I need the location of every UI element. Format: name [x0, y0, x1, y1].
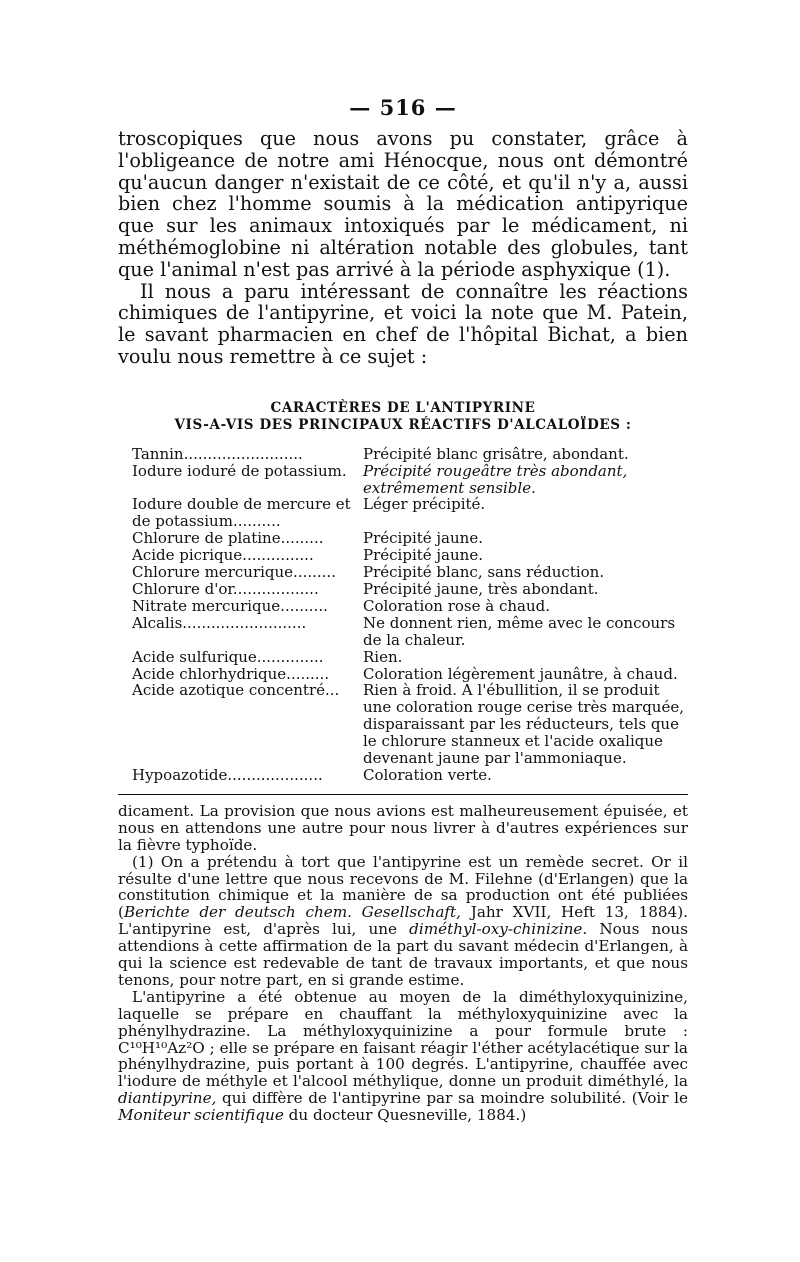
paragraph-patein-note-text: Il nous a paru intéressant de connaître les réactions chimiques de l'antipyrine, et voici la note que M. Patein, le savant pharmacien en chef de l'hôpital Bichat, a bien voulu nous remettre à ce sujet : [118, 279, 688, 368]
paragraph-patein-note [118, 281, 688, 368]
footnote-1-text-c: Nous nous attendions à cette affirmation de la part du savant médecin d'Erlangen, à qui la science est redevable de tant de travaux importants, et que nous tenons, pour notre part, en si grande estime. [118, 920, 688, 989]
book-page [118, 95, 688, 1124]
result-cell: Précipité blanc, sans réduction. [363, 563, 605, 582]
reaction-row [118, 547, 688, 564]
footnote-2-journal: Moniteur scientifique [118, 1106, 284, 1125]
result-cell: Rien. [363, 647, 403, 666]
text-continuation-text: dicament. La provision que nous avions est malheureusement épuisée, et nous en attendons une autre pour nous livrer à d'autres expériences sur la fièvre typhoïde. [118, 801, 688, 854]
footnote-1-text-b: Jahr XVII, Heft 13, 1884). L'antipyrine est, d'après lui, une [118, 903, 688, 939]
result-cell: Précipité jaune, très abondant. [363, 580, 599, 599]
table-subtitle: VIS-A-VIS DES PRINCIPAUX RÉACTIFS D'ALCALOÏDES : [174, 416, 632, 433]
reactions-table-body [118, 446, 688, 784]
reagent-cell: Chlorure d'or.................. [132, 580, 319, 599]
reaction-row [118, 666, 688, 683]
reagent-cell: Acide azotique concentré... [132, 681, 340, 700]
result-cell: Ne donnent rien, même avec le concours de la chaleur. [363, 613, 676, 649]
result-cell: Léger précipité. [363, 495, 486, 514]
result-cell: Rien à froid. A l'ébullition, il se produit une coloration rouge cerise très marquée, disparaissant par les réducteurs, tels que le chlorure stanneux et l'acide oxalique devenant jaune par l'ammoniaque. [363, 681, 684, 768]
reagent-cell: Acide sulfurique.............. [132, 647, 324, 666]
result-cell: Précipité rougeâtre très abondant, extrêmement sensible. [363, 461, 628, 497]
footnote-1-reference: Berichte der deutsch chem. Gesellschaft, [123, 903, 461, 922]
reagent-cell: Acide chlorhydrique......... [132, 664, 330, 683]
reagent-cell: Acide picrique............... [132, 546, 314, 565]
reaction-row [118, 598, 688, 615]
text-continuation [118, 803, 688, 854]
footnote-1-text-a: (1) On a prétendu à tort que l'antipyrine est un remède secret. Or il résulte d'une lettre que nous recevons de M. Filehne (d'Erlangen) que la constitution chimique et la manière de sa production ont été publiées ( [118, 852, 688, 922]
paragraph-asphyxia [118, 128, 688, 281]
footnote-2-text-a: L'antipyrine a été obtenue au moyen de la diméthyloxyquinizine, laquelle se prépare en chauffant la méthyloxyquinizine avec la phénylhydrazine. La méthyloxyquinizine a pour formule brute : C¹⁰H¹⁰Az²O ; elle se prépare en faisant réagir l'éther acétylacétique sur la phénylhydrazine, puis portant à 100 degrés. L'antipyrine, chauffée avec l'iodure de méthyle et l'alcool méthylique, donne un produit diméthylé, la [118, 987, 688, 1091]
footnote-2-term: diantipyrine, [118, 1089, 217, 1108]
footnote-2-text-b: qui diffère de l'antipyrine par sa moindre solubilité. (Voir le [216, 1089, 688, 1108]
reactions-table [118, 446, 688, 784]
reagent-cell: Iodure ioduré de potassium. [132, 461, 347, 480]
reagent-cell: Alcalis.......................... [132, 613, 307, 632]
result-cell: Coloration verte. [363, 765, 492, 784]
page-number: — 516 — [349, 95, 457, 120]
reaction-row [118, 767, 688, 784]
table-title: CARACTÈRES DE L'ANTIPYRINE [270, 399, 536, 416]
reaction-row [118, 463, 688, 497]
reaction-row [118, 564, 688, 581]
reagent-cell: Chlorure mercurique......... [132, 563, 336, 582]
footnote-1 [118, 854, 688, 989]
reagent-cell: Tannin......................... [132, 444, 303, 463]
reaction-row [118, 446, 688, 463]
result-cell: Précipité jaune. [363, 546, 483, 565]
reagent-cell: Nitrate mercurique.......... [132, 596, 328, 615]
result-cell: Précipité jaune. [363, 529, 483, 548]
reaction-row [118, 530, 688, 547]
reagent-cell: Hypoazotide.................... [132, 765, 323, 784]
footnote-separator [118, 794, 688, 795]
paragraph-asphyxia-text: troscopiques que nous avons pu constater, grâce à l'obligeance de notre ami Hénocque, nous ont démontré qu'aucun danger n'existait de ce côté, et qu'il n'y a, aussi bien chez l'homme soumis à la médication antipyrique que sur les animaux intoxiqués par le médicament, ni méthémoglobine ni altération notable des globules, tant que l'animal n'est pas arrivé à la période asphyxique (1). [118, 127, 688, 281]
reagent-cell: Chlorure de platine......... [132, 529, 324, 548]
result-cell: Coloration légèrement jaunâtre, à chaud. [363, 664, 678, 683]
result-cell: Coloration rose à chaud. [363, 596, 551, 615]
reaction-row [118, 649, 688, 666]
result-cell: Précipité blanc grisâtre, abondant. [363, 444, 629, 463]
reagent-cell: Iodure double de mercure et de potassium.......... [132, 495, 351, 531]
footnote-1-chemical-name: diméthyl-oxy-chinizine. [409, 920, 588, 939]
footnote-2-text-c: du docteur Quesneville, 1884.) [283, 1106, 527, 1125]
footnote-1-continued [118, 989, 688, 1124]
reaction-row [118, 682, 688, 767]
reaction-row [118, 581, 688, 598]
reaction-row [118, 496, 688, 530]
reaction-row [118, 615, 688, 649]
